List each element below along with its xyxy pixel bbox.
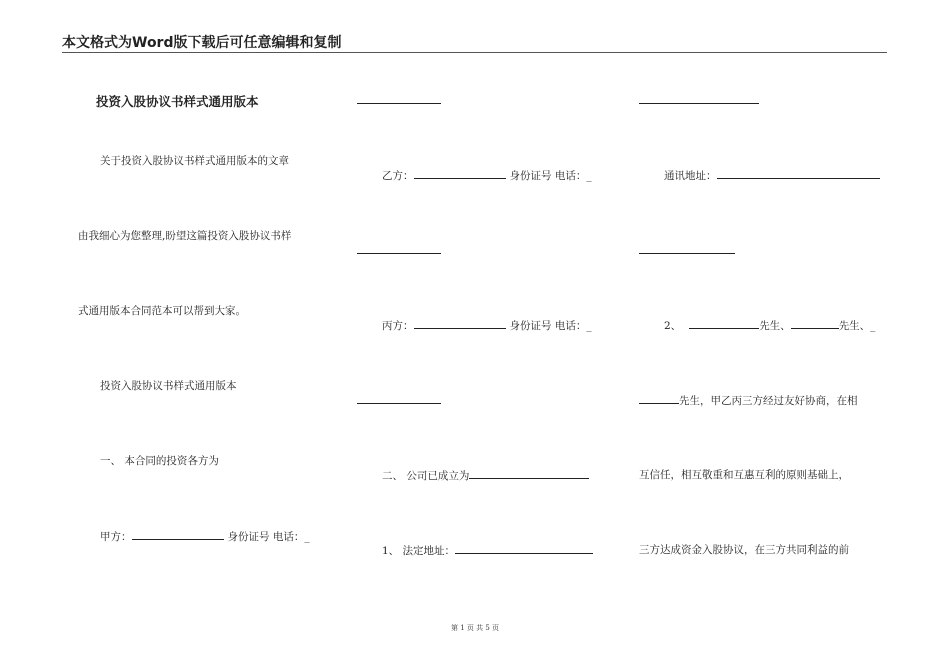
name-blank-3 (639, 393, 679, 404)
company-name-blank (469, 468, 589, 479)
party-a-label: 甲方： (100, 531, 132, 543)
blank-line (357, 103, 441, 104)
party-c-id-phone: 身份证号 电话：_ (509, 320, 592, 332)
document-title: 投资入股协议书样式通用版本 (96, 94, 259, 109)
party-a-id-phone: 身份证号 电话：_ (227, 531, 310, 543)
blank-line (357, 253, 441, 254)
party-c-line (382, 318, 592, 333)
page-number: 第 1 页 共 5 页 (450, 624, 500, 632)
legal-address-blank (455, 543, 593, 554)
header-divider (62, 52, 887, 53)
blank-line (357, 403, 441, 404)
intro-line-1: 关于投资入股协议书样式通用版本的文章 (100, 155, 289, 167)
mr-label-1: 先生、 (759, 320, 791, 332)
paragraph-line-1 (639, 393, 858, 408)
intro-line-3: 式通用版本合同范本可以帮到大家。 (78, 305, 246, 317)
party-c-blank (414, 318, 506, 329)
legal-address-line (382, 543, 593, 558)
party-c-label: 丙方： (382, 320, 414, 332)
contact-address-blank (717, 168, 880, 179)
item-2-prefix: 2、 (664, 320, 682, 332)
name-blank-2 (791, 318, 839, 329)
paragraph-line-3: 三方达成资金入股协议，在三方共同利益的前 (639, 544, 849, 556)
section-2-heading: 二、 公司已成立为 (382, 470, 470, 482)
contact-address-label: 通讯地址： (664, 170, 717, 182)
paragraph-text-1: 先生，甲乙丙三方经过友好协商，在相 (679, 395, 858, 407)
section-2-line (382, 468, 589, 483)
party-b-blank (414, 168, 506, 179)
section-1-heading: 一、 本合同的投资各方为 (100, 455, 219, 467)
contact-address-line (664, 168, 880, 183)
page-header: 本文格式为Word版下载后可任意编辑和复制 (62, 35, 342, 51)
party-b-label: 乙方： (382, 170, 414, 182)
blank-line (639, 103, 759, 104)
subtitle: 投资入股协议书样式通用版本 (100, 380, 237, 392)
party-a-line (100, 529, 310, 544)
mr-label-2: 先生、_ (838, 320, 876, 332)
party-b-line (382, 168, 592, 183)
intro-line-2: 由我细心为您整理,盼望这篇投资入股协议书样 (78, 230, 292, 242)
party-b-id-phone: 身份证号 电话：_ (509, 170, 592, 182)
paragraph-line-2: 互信任，相互敬重和互惠互利的原则基础上， (639, 469, 849, 481)
legal-address-label: 1、 法定地址： (382, 545, 456, 557)
blank-line (639, 253, 735, 254)
item-2-line (664, 318, 875, 333)
party-a-blank (132, 529, 224, 540)
name-blank-1 (689, 318, 759, 329)
